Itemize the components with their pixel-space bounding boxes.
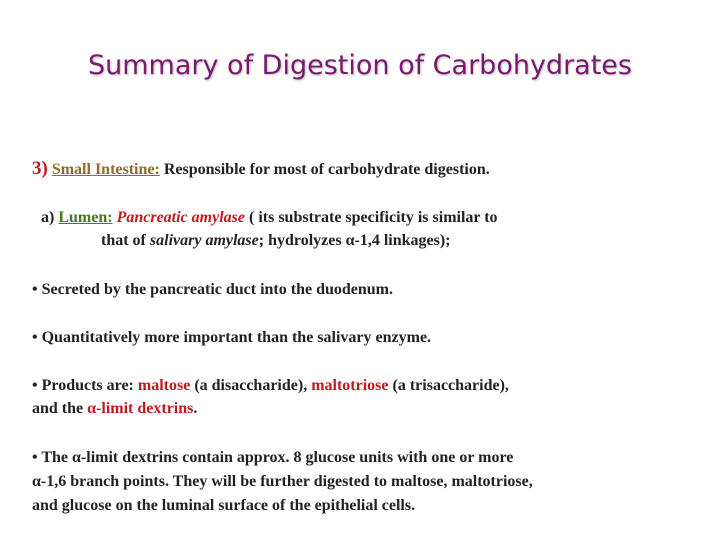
bullet-products-line-1 xyxy=(32,375,509,397)
products-pre: • Products are: xyxy=(32,377,138,394)
lumen-line-2 xyxy=(101,230,451,252)
products-mid2: (a trisaccharide), xyxy=(388,377,509,394)
maltotriose-term: maltotriose xyxy=(311,377,389,394)
products-line2-pre: and the xyxy=(32,400,88,417)
lumen-text: ( its substrate specificity is similar to xyxy=(244,209,498,226)
lumen-line2-enzyme: salivary amylase xyxy=(149,232,259,249)
lumen-label: Lumen: xyxy=(58,209,113,226)
lumen-line2-pre: that of xyxy=(101,232,150,249)
maltose-term: maltose xyxy=(137,377,191,394)
section-label: Small Intestine: xyxy=(51,161,160,178)
bullet-secreted: • Secreted by the pancreatic duct into the duodenum. xyxy=(32,281,394,298)
lumen-prefix: a) xyxy=(41,209,59,226)
page-title: Summary of Digestion of Carbohydrates xyxy=(88,50,632,81)
section-heading xyxy=(32,158,490,181)
section-text: Responsible for most of carbohydrate digestion. xyxy=(159,161,490,178)
bullet-products-line-2 xyxy=(32,398,197,420)
dextrins-term: α-limit dextrins xyxy=(87,400,194,417)
section-number: 3) xyxy=(32,158,48,179)
bullet-dextrins-line-3: and glucose on the luminal surface of the epithelial cells. xyxy=(32,497,416,514)
bullet-quantitatively: • Quantitatively more important than the salivary enzyme. xyxy=(32,329,432,346)
lumen-enzyme: Pancreatic amylase xyxy=(112,209,245,226)
bullet-dextrins-line-2: α-1,6 branch points. They will be further digested to maltose, maltotriose, xyxy=(32,473,533,490)
bullet-dextrins-line-1: • The α-limit dextrins contain approx. 8 glucose units with one or more xyxy=(32,449,514,466)
products-mid1: (a disaccharide), xyxy=(190,377,312,394)
lumen-line-1 xyxy=(41,207,498,229)
products-line2-post: . xyxy=(193,400,198,417)
lumen-line2-post: ; hydrolyzes α-1,4 linkages); xyxy=(258,232,451,249)
